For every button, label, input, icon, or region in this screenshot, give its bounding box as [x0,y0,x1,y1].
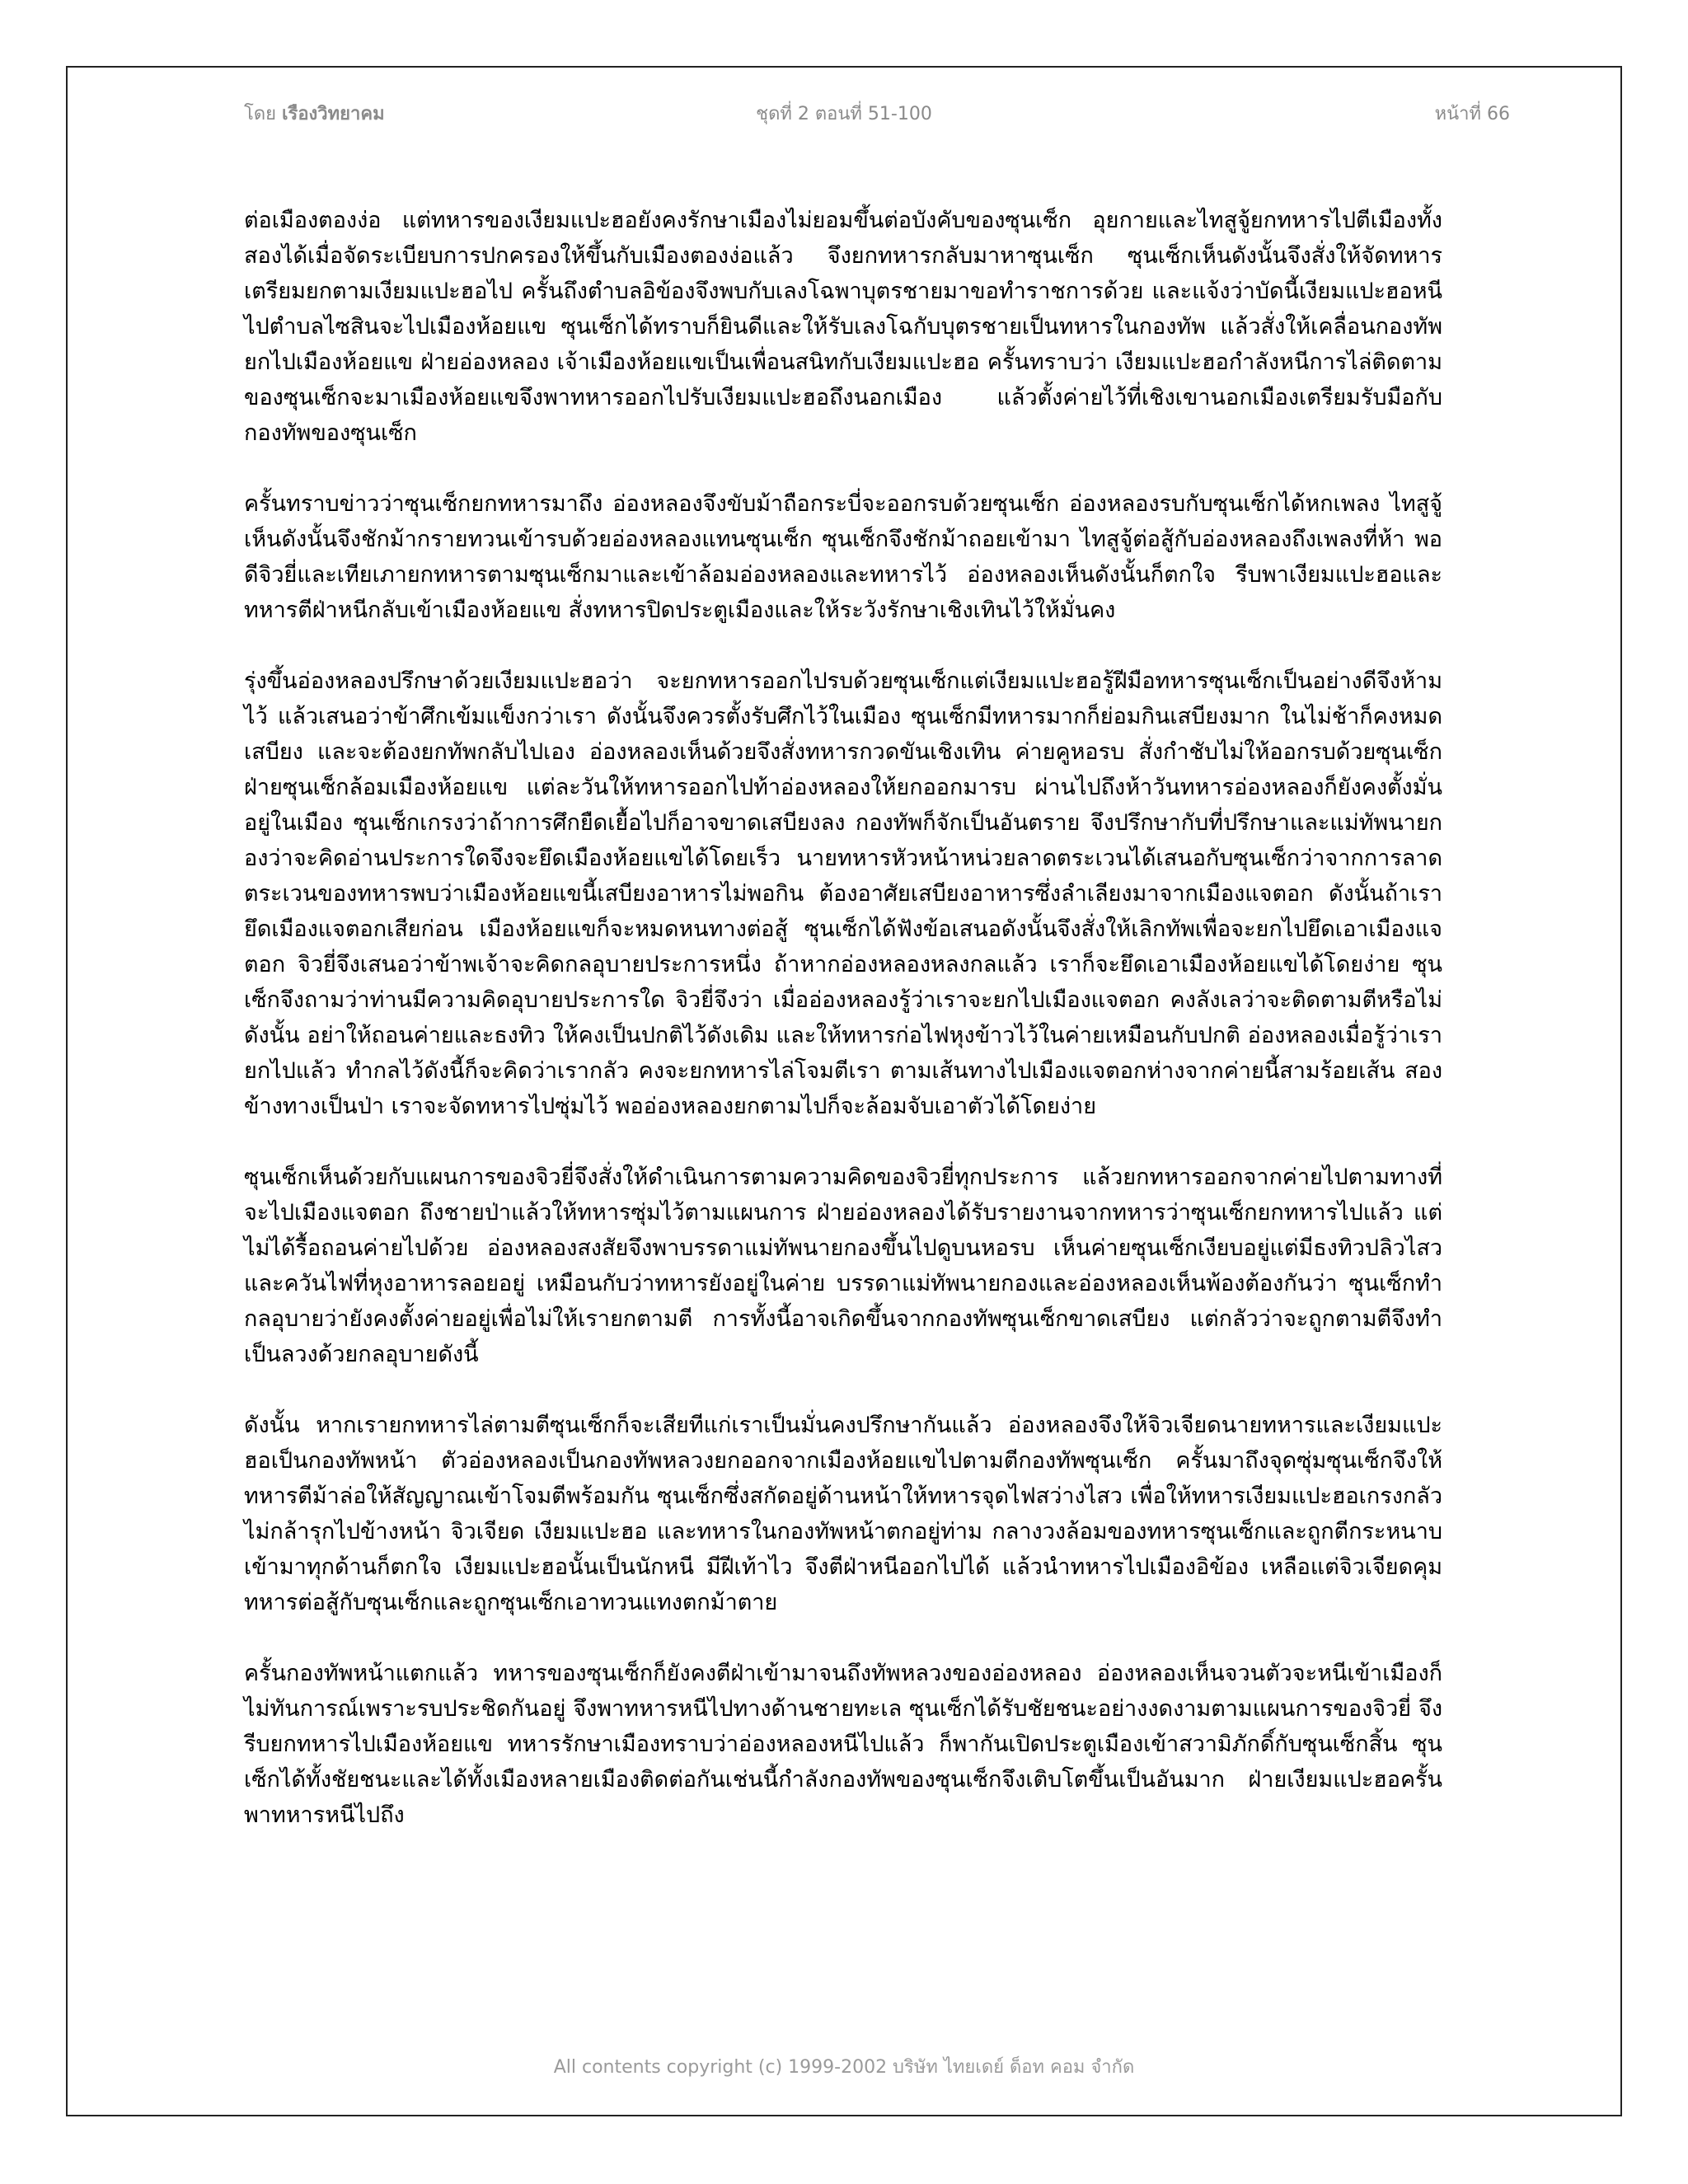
page-header [178,99,1510,132]
paragraph-6: ครั้นกองทัพหน้าแตกแล้ว ทหารของซุนเซ็กก็ยังคงตีฝ่าเข้ามาจนถึงทัพหลวงของอ่องหลอง อ่องหลองเห็นจวนตัวจะหนีเข้าเมืองก็ไม่ทันการณ์เพราะรบประชิดกันอยู่ จึงพาทหารหนีไปทางด้านชายทะเล ซุนเซ็กได้รับชัยชนะอย่างงดงามตามแผนการของจิวยี่ จึงรีบยกทหารไปเมืองห้อยแข ทหารรักษาเมืองทราบว่าอ่องหลองหนีไปแล้ว ก็พากันเปิดประตูเมืองเข้าสวามิภักดิ์กับซุนเซ็กสิ้น ซุนเซ็กได้ทั้งชัยชนะและได้ทั้งเมืองหลายเมืองติดต่อกันเช่นนี้กำลังกองทัพของซุนเซ็กจึงเติบโตขึ้นเป็นอันมาก ฝ่ายเงียมแปะฮอครั้นพาทหารหนีไปถึง [244,1661,1442,1828]
header-author-prefix: โดย [244,104,282,124]
header-page-number: หน้าที่ 66 [1434,104,1510,124]
paragraph-2: ครั้นทราบข่าวว่าซุนเซ็กยกทหารมาถึง อ่องหลองจึงขับม้าถือกระบี่จะออกรบด้วยซุนเซ็ก อ่องหลองรบกับซุนเซ็กได้หกเพลง ไทสูจู้เห็นดังนั้นจึงชักม้ากรายทวนเข้ารบด้วยอ่องหลองแทนซุนเซ็ก ซุนเซ็กจึงชักม้าถอยเข้ามา ไทสูจู้ต่อสู้กับอ่องหลองถึงเพลงที่ห้า พอดีจิวยี่และเทียเภายกทหารตามซุนเซ็กมาและเข้าล้อมอ่องหลองและทหารไว้ อ่องหลองเห็นดังนั้นก็ตกใจ รีบพาเงียมแปะฮอและทหารตีฝ่าหนีกลับเข้าเมืองห้อยแข สั่งทหารปิดประตูเมืองและให้ระวังรักษาเชิงเทินไว้ให้มั่นคง [244,491,1442,623]
page-footer-copyright: All contents copyright (c) 1999-2002 บริษัท ไทยเดย์ ด็อท คอม จำกัด [553,2057,1135,2078]
paragraph-3: รุ่งขึ้นอ่องหลองปรึกษาด้วยเงียมแปะฮอว่า จะยกทหารออกไปรบด้วยซุนเซ็กแต่เงียมแปะฮอรู้ฝีมือทหารซุนเซ็กเป็นอย่างดีจึงห้ามไว้ แล้วเสนอว่าข้าศึกเข้มแข็งกว่าเรา ดังนั้นจึงควรตั้งรับศึกไว้ในเมือง ซุนเซ็กมีทหารมากก็ย่อมกินเสบียงมาก ในไม่ช้าก็คงหมดเสบียง และจะต้องยกทัพกลับไปเอง อ่องหลองเห็นด้วยจึงสั่งทหารกวดขันเชิงเทิน ค่ายคูหอรบ สั่งกำชับไม่ให้ออกรบด้วยซุนเซ็ก ฝ่ายซุนเซ็กล้อมเมืองห้อยแข แต่ละวันให้ทหารออกไปท้าอ่องหลองให้ยกออกมารบ ผ่านไปถึงห้าวันทหารอ่องหลองก็ยังคงตั้งมั่นอยู่ในเมือง ซุนเซ็กเกรงว่าถ้าการศึกยืดเยื้อไปก็อาจขาดเสบียงลง กองทัพก็จักเป็นอันตราย จึงปรึกษากับที่ปรึกษาและแม่ทัพนายกองว่าจะคิดอ่านประการใดจึงจะยึดเมืองห้อยแขได้โดยเร็ว นายทหารหัวหน้าหน่วยลาดตระเวนได้เสนอกับซุนเซ็กว่าจากการลาดตระเวนของทหารพบว่าเมืองห้อยแขนี้เสบียงอาหารไม่พอกิน ต้องอาศัยเสบียงอาหารซึ่งลำเลียงมาจากเมืองแจตอก ดังนั้นถ้าเรายึดเมืองแจตอกเสียก่อน เมืองห้อยแขก็จะหมดหนทางต่อสู้ ซุนเซ็กได้ฟังข้อเสนอดังนั้นจึงสั่งให้เลิกทัพเพื่อจะยกไปยึดเอาเมืองแจตอก จิวยี่จึงเสนอว่าข้าพเจ้าจะคิดกลอุบายประการหนึ่ง ถ้าหากอ่องหลองหลงกลแล้ว เราก็จะยึดเอาเมืองห้อยแขได้โดยง่าย ซุนเซ็กจึงถามว่าท่านมีความคิดอุบายประการใด จิวยี่จึงว่า เมื่ออ่องหลองรู้ว่าเราจะยกไปเมืองแจตอก คงลังเลว่าจะติดตามตีหรือไม่ ดังนั้น อย่าให้ถอนค่ายและธงทิว ให้คงเป็นปกติไว้ดังเดิม และให้ทหารก่อไฟหุงข้าวไว้ในค่ายเหมือนกับปกติ อ่องหลองเมื่อรู้ว่าเรายกไปแล้ว ทำกลไว้ดังนี้ก็จะคิดว่าเรากลัว คงจะยกทหารไล่โจมตีเรา ตามเส้นทางไปเมืองแจตอกห่างจากค่ายนี้สามร้อยเส้น สองข้างทางเป็นป่า เราจะจัดทหารไปซุ่มไว้ พออ่องหลองยกตามไปก็จะล้อมจับเอาตัวได้โดยง่าย [244,668,1442,1119]
paragraph-5: ดังนั้น หากเรายกทหารไล่ตามตีซุนเซ็กก็จะเสียทีแก่เราเป็นมั่นคงปรึกษากันแล้ว อ่องหลองจึงให้จิวเจียดนายทหารและเงียมแปะฮอเป็นกองทัพหน้า ตัวอ่องหลองเป็นกองทัพหลวงยกออกจากเมืองห้อยแขไปตามตีกองทัพซุนเซ็ก ครั้นมาถึงจุดซุ่มซุนเซ็กจึงให้ทหารตีม้าล่อให้สัญญาณเข้าโจมตีพร้อมกัน ซุนเซ็กซึ่งสกัดอยู่ด้านหน้าให้ทหารจุดไฟสว่างไสว เพื่อให้ทหารเงียมแปะฮอเกรงกลัวไม่กล้ารุกไปข้างหน้า จิวเจียด เงียมแปะฮอ และทหารในกองทัพหน้าตกอยู่ท่าม กลางวงล้อมของทหารซุนเซ็กและถูกตีกระหนาบเข้ามาทุกด้านก็ตกใจ เงียมแปะฮอนั้นเป็นนักหนี มีฝีเท้าไว จึงตีฝ่าหนีออกไปได้ แล้วนำทหารไปเมืองอิข้อง เหลือแต่จิวเจียดคุมทหารต่อสู้กับซุนเซ็กและถูกซุนเซ็กเอาทวนแทงตกม้าตาย [244,1413,1442,1615]
header-author-name: เรืองวิทยาคม [282,104,385,124]
paragraph-4: ซุนเซ็กเห็นด้วยกับแผนการของจิวยี่จึงสั่งให้ดำเนินการตามความคิดของจิวยี่ทุกประการ แล้วยกทหารออกจากค่ายไปตามทางที่จะไปเมืองแจตอก ถึงชายป่าแล้วให้ทหารซุ่มไว้ตามแผนการ ฝ่ายอ่องหลองได้รับรายงานจากทหารว่าซุนเซ็กยกทหารไปแล้ว แต่ไม่ได้รื้อถอนค่ายไปด้วย อ่องหลองสงสัยจึงพาบรรดาแม่ทัพนายกองขึ้นไปดูบนหอรบ เห็นค่ายซุนเซ็กเงียบอยู่แต่มีธงทิวปลิวไสว และควันไฟที่หุงอาหารลอยอยู่ เหมือนกับว่าทหารยังอยู่ในค่าย บรรดาแม่ทัพนายกองและอ่องหลองเห็นพ้องต้องกันว่า ซุนเซ็กทำกลอุบายว่ายังคงตั้งค่ายอยู่เพื่อไม่ให้เรายกตามตี การทั้งนี้อาจเกิดขึ้นจากกองทัพซุนเซ็กขาดเสบียง แต่กลัวว่าจะถูกตามตีจึงทำเป็นลวงด้วยกลอุบายดังนี้ [244,1165,1442,1367]
document-body [244,203,1442,1868]
paragraph-1: ต่อเมืองตองง่อ แต่ทหารของเงียมแปะฮอยังคงรักษาเมืองไม่ยอมขึ้นต่อบังคับของซุนเซ็ก อุยกายและไทสูจู้ยกทหารไปตีเมืองทั้งสองได้เมื่อจัดระเบียบการปกครองให้ขึ้นกับเมืองตองง่อแล้ว จึงยกทหารกลับมาหาซุนเซ็ก ซุนเซ็กเห็นดังนั้นจึงสั่งให้จัดทหารเตรียมยกตามเงียมแปะฮอไป ครั้นถึงตำบลอิข้องจึงพบกับเลงโฉพาบุตรชายมาขอทำราชการด้วย และแจ้งว่าบัดนี้เงียมแปะฮอหนีไปตำบลไซสินจะไปเมืองห้อยแข ซุนเซ็กได้ทราบก็ยินดีและให้รับเลงโฉกับบุตรชายเป็นทหารในกองทัพ แล้วสั่งให้เคลื่อนกองทัพยกไปเมืองห้อยแข ฝ่ายอ่องหลอง เจ้าเมืองห้อยแขเป็นเพื่อนสนิทกับเงียมแปะฮอ ครั้นทราบว่า เงียมแปะฮอกำลังหนีการไล่ติดตามของซุนเซ็กจะมาเมืองห้อยแขจึงพาทหารออกไปรับเงียมแปะฮอถึงนอกเมือง แล้วตั้งค่ายไว้ที่เชิงเขานอกเมืองเตรียมรับมือกับกองทัพของซุนเซ็ก [244,208,1442,446]
header-series: ชุดที่ 2 ตอนที่ 51-100 [756,104,932,124]
